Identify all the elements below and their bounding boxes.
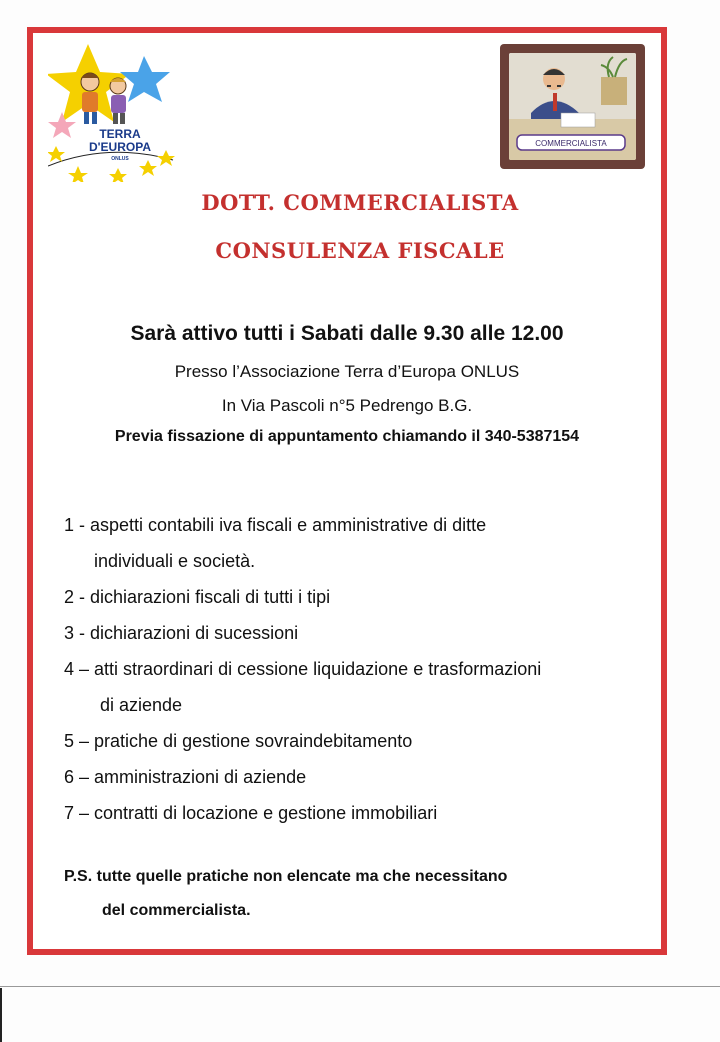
logo-text-terra: TERRA: [99, 127, 141, 141]
blue-star-icon: [120, 56, 170, 102]
title-commercialista: DOTT. COMMERCIALISTA: [201, 190, 519, 215]
schedule-text: Sarà attivo tutti i Sabati dalle 9.30 alle 12.00: [130, 322, 564, 345]
title-consulenza: CONSULENZA FISCALE: [215, 238, 505, 263]
services-list: [64, 512, 654, 836]
logo-text-onlus: ONLUS: [111, 156, 129, 162]
small-star-icon: [109, 168, 127, 182]
page-edge-mark: [0, 988, 2, 1042]
address-text: In Via Pascoli n°5 Pedrengo B.G.: [221, 396, 473, 415]
child2-body-icon: [111, 95, 126, 113]
appointment-text: Previa fissazione di appuntamento chiamando il 340-5387154: [114, 428, 580, 445]
accountant-photo: [500, 44, 645, 169]
ps-note-continuation: del commercialista.: [102, 902, 251, 919]
list-item: 2 - dichiarazioni fiscali di tutti i tipi: [64, 587, 331, 607]
list-item: 3 - dichiarazioni di sucessioni: [64, 623, 299, 643]
small-star-icon: [48, 146, 65, 162]
list-item-continuation: individuali e società.: [94, 551, 256, 571]
accountant-illustration: [509, 53, 636, 160]
list-item-continuation: di aziende: [100, 695, 183, 715]
small-star-icon: [68, 166, 88, 182]
list-item: 1 - aspetti contabili iva fiscali e amministrative di ditte: [64, 515, 487, 535]
list-item: 5 – pratiche di gestione sovraindebitamento: [64, 731, 413, 751]
pink-star-icon: [48, 112, 76, 138]
small-star-icon: [157, 150, 175, 166]
ps-note: P.S. tutte quelle pratiche non elencate ma che necessitano: [64, 868, 508, 885]
page-edge-divider: [0, 986, 720, 987]
child-body-icon: [82, 92, 98, 112]
list-item: 4 – atti straordinari di cessione liquidazione e trasformazioni: [64, 659, 542, 679]
list-item: 7 – contratti di locazione e gestione immobiliari: [64, 803, 438, 823]
terra-deuropa-logo: [48, 42, 183, 182]
sign-text: COMMERCIALISTA: [535, 139, 607, 148]
small-star-icon: [139, 160, 157, 176]
logo-text-deuropa: D'EUROPA: [89, 140, 151, 154]
location-text: Presso l’Associazione Terra d’Europa ONLUS: [174, 362, 520, 381]
list-item: 6 – amministrazioni di aziende: [64, 767, 307, 787]
